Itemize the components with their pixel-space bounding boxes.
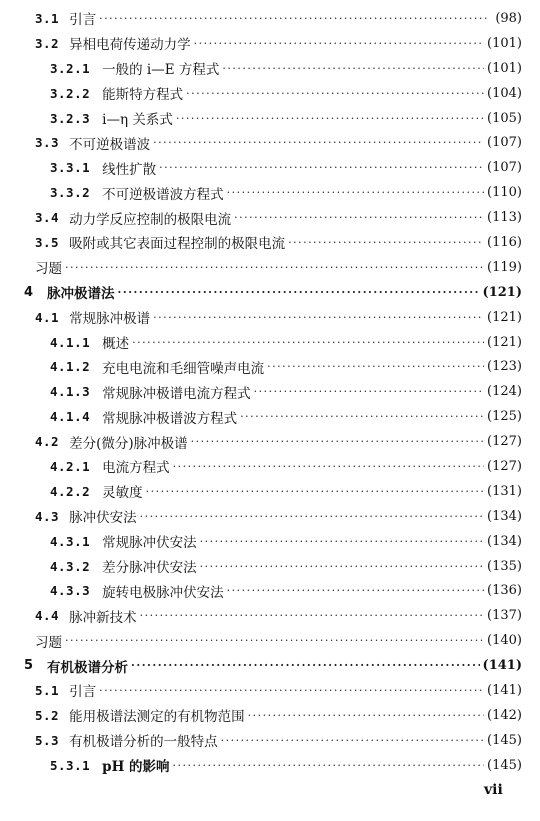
toc-entry bbox=[0, 603, 540, 628]
entry-number: 5 bbox=[24, 658, 34, 674]
dot-leader bbox=[227, 584, 484, 597]
entry-page-number: (127) bbox=[487, 458, 522, 474]
entry-title: 异相电荷传递动力学 bbox=[69, 37, 191, 54]
entry-number: 4.4 bbox=[35, 608, 60, 624]
dot-leader bbox=[140, 609, 484, 622]
dot-leader bbox=[146, 485, 484, 498]
entry-page-number: (116) bbox=[487, 234, 522, 250]
entry-title: 旋转电极脉冲伏安法 bbox=[102, 584, 224, 601]
dot-leader bbox=[173, 759, 484, 772]
entry-page-number: (145) bbox=[487, 732, 522, 748]
toc-entry bbox=[0, 330, 540, 355]
dot-leader bbox=[288, 236, 484, 249]
toc-entry bbox=[0, 404, 540, 429]
dot-leader bbox=[191, 435, 484, 448]
entry-number: 4.2.1 bbox=[50, 458, 91, 474]
entry-page-number: (142) bbox=[487, 707, 522, 723]
toc-entry bbox=[0, 354, 540, 379]
dot-leader bbox=[267, 360, 484, 373]
entry-page-number: (107) bbox=[487, 160, 522, 176]
entry-title: 习题 bbox=[35, 261, 62, 278]
dot-leader bbox=[222, 62, 484, 75]
entry-title: 一般的 i—E 方程式 bbox=[102, 62, 220, 79]
entry-number: 5.2 bbox=[35, 707, 60, 723]
entry-page-number: (104) bbox=[487, 85, 522, 101]
entry-page-number: (98) bbox=[495, 10, 522, 26]
toc-chapter-entry bbox=[0, 280, 540, 305]
toc-entry bbox=[0, 130, 540, 155]
entry-title: 脉冲伏安法 bbox=[69, 510, 137, 527]
entry-page-number: (110) bbox=[487, 185, 522, 201]
toc-entry bbox=[0, 106, 540, 131]
entry-title: 有机极谱分析的一般特点 bbox=[69, 734, 218, 751]
toc-entry bbox=[0, 230, 540, 255]
entry-page-number: (127) bbox=[487, 434, 522, 450]
entry-title: i—η 关系式 bbox=[102, 112, 173, 128]
entry-number: 4.2 bbox=[35, 434, 60, 450]
dot-leader bbox=[186, 87, 484, 100]
entry-page-number: (141) bbox=[487, 682, 522, 698]
dot-leader bbox=[132, 336, 484, 349]
toc-entry bbox=[0, 678, 540, 703]
entry-title: 有机极谱分析 bbox=[47, 659, 129, 676]
dot-leader bbox=[131, 659, 480, 672]
entry-page-number: (140) bbox=[487, 633, 522, 649]
entry-title: 常规脉冲极谱波方程式 bbox=[102, 410, 238, 427]
dot-leader bbox=[153, 311, 484, 324]
entry-number: 4.3 bbox=[35, 508, 60, 524]
dot-leader bbox=[234, 211, 484, 224]
entry-number: 3.4 bbox=[35, 210, 60, 226]
entry-page-number: (131) bbox=[487, 483, 522, 499]
dot-leader bbox=[200, 560, 484, 573]
entry-title: 不可逆极谱波 bbox=[69, 136, 151, 153]
entry-number: 5.1 bbox=[35, 682, 60, 698]
entry-title: 常规脉冲极谱 bbox=[69, 311, 151, 328]
entry-number: 4.1.2 bbox=[50, 359, 91, 375]
entry-number: 3.2 bbox=[35, 35, 60, 51]
entry-title: 常规脉冲伏安法 bbox=[102, 535, 197, 552]
entry-page-number: (136) bbox=[487, 583, 522, 599]
entry-title: 能斯特方程式 bbox=[102, 87, 184, 104]
entry-number: 4.3.3 bbox=[50, 583, 91, 599]
entry-page-number: (141) bbox=[482, 658, 522, 674]
entry-number: 3.1 bbox=[35, 10, 60, 26]
entry-page-number: (101) bbox=[487, 35, 522, 51]
entry-number: 4 bbox=[24, 284, 34, 300]
entry-number: 4.1 bbox=[35, 309, 60, 325]
dot-leader bbox=[65, 634, 484, 647]
dot-leader bbox=[99, 12, 487, 25]
toc-entry bbox=[0, 728, 540, 753]
entry-number: 4.1.4 bbox=[50, 409, 91, 425]
dot-leader bbox=[176, 112, 484, 125]
entry-number: 3.3 bbox=[35, 135, 60, 151]
toc-entry bbox=[0, 56, 540, 81]
entry-number: 3.3.2 bbox=[50, 185, 91, 201]
entry-title: 吸附或其它表面过程控制的极限电流 bbox=[69, 236, 286, 253]
entry-page-number: (137) bbox=[487, 608, 522, 624]
entry-number: 4.3.2 bbox=[50, 558, 91, 574]
dot-leader bbox=[240, 410, 484, 423]
dot-leader bbox=[140, 510, 484, 523]
entry-page-number: (121) bbox=[482, 284, 522, 300]
toc-entry bbox=[0, 479, 540, 504]
toc-entry bbox=[0, 578, 540, 603]
entry-title: 引言 bbox=[69, 12, 97, 29]
toc-entry bbox=[0, 81, 540, 106]
entry-page-number: (121) bbox=[487, 309, 522, 325]
toc-entry bbox=[0, 255, 540, 280]
entry-title: 电流方程式 bbox=[102, 460, 170, 477]
entry-page-number: (105) bbox=[487, 110, 522, 126]
dot-leader bbox=[65, 261, 484, 274]
entry-number: 4.3.1 bbox=[50, 533, 91, 549]
entry-number: 3.2.2 bbox=[50, 85, 91, 101]
entry-number: 5.3 bbox=[35, 732, 60, 748]
entry-page-number: (135) bbox=[487, 558, 522, 574]
table-of-contents bbox=[0, 6, 540, 778]
entry-title: 线性扩散 bbox=[102, 161, 157, 178]
entry-page-number: (119) bbox=[487, 259, 522, 275]
toc-entry bbox=[0, 429, 540, 454]
entry-page-number: (107) bbox=[487, 135, 522, 151]
toc-entry bbox=[0, 703, 540, 728]
toc-entry bbox=[0, 628, 540, 653]
toc-entry bbox=[0, 379, 540, 404]
entry-page-number: (124) bbox=[487, 384, 522, 400]
dot-leader bbox=[227, 186, 484, 199]
toc-entry bbox=[0, 6, 540, 31]
entry-page-number: (125) bbox=[487, 409, 522, 425]
entry-title: 常规脉冲极谱电流方程式 bbox=[102, 385, 251, 402]
entry-page-number: (134) bbox=[487, 533, 522, 549]
dot-leader bbox=[248, 709, 484, 722]
entry-title: 能用极谱法测定的有机物范围 bbox=[69, 709, 245, 726]
entry-title: 动力学反应控制的极限电流 bbox=[69, 211, 232, 228]
entry-title: 脉冲新技术 bbox=[69, 609, 137, 626]
dot-leader bbox=[254, 385, 484, 398]
entry-page-number: (113) bbox=[487, 210, 522, 226]
entry-title: 概述 bbox=[102, 336, 130, 353]
entry-page-number: (121) bbox=[487, 334, 522, 350]
dot-leader bbox=[153, 136, 484, 149]
toc-entry bbox=[0, 205, 540, 230]
entry-number: 4.2.2 bbox=[50, 483, 91, 499]
toc-entry bbox=[0, 753, 540, 778]
dot-leader bbox=[173, 460, 484, 473]
entry-page-number: (101) bbox=[487, 60, 522, 76]
toc-chapter-entry bbox=[0, 653, 540, 678]
dot-leader bbox=[118, 286, 480, 299]
entry-title: 差分脉冲伏安法 bbox=[102, 560, 197, 577]
toc-entry bbox=[0, 529, 540, 554]
entry-number: 3.5 bbox=[35, 234, 60, 250]
entry-number: 3.2.3 bbox=[50, 110, 91, 126]
dot-leader bbox=[99, 684, 484, 697]
entry-title: 灵敏度 bbox=[102, 485, 143, 502]
toc-entry bbox=[0, 504, 540, 529]
entry-title: 不可逆极谱波方程式 bbox=[102, 186, 224, 203]
entry-title: 差分(微分)脉冲极谱 bbox=[69, 435, 188, 452]
entry-title: 引言 bbox=[69, 684, 97, 701]
page-number: vii bbox=[484, 782, 503, 798]
entry-title: 充电电流和毛细管噪声电流 bbox=[102, 360, 265, 377]
toc-entry bbox=[0, 554, 540, 579]
toc-entry bbox=[0, 31, 540, 56]
entry-number: 3.2.1 bbox=[50, 60, 91, 76]
entry-title: 习题 bbox=[35, 634, 62, 651]
toc-entry bbox=[0, 454, 540, 479]
entry-number: 4.1.1 bbox=[50, 334, 91, 350]
toc-entry bbox=[0, 155, 540, 180]
dot-leader bbox=[194, 37, 484, 50]
dot-leader bbox=[200, 535, 484, 548]
entry-number: 5.3.1 bbox=[50, 757, 91, 773]
entry-number: 3.3.1 bbox=[50, 160, 91, 176]
toc-entry bbox=[0, 305, 540, 330]
entry-number: 4.1.3 bbox=[50, 384, 91, 400]
toc-entry bbox=[0, 180, 540, 205]
entry-title: 脉冲极谱法 bbox=[47, 286, 115, 303]
dot-leader bbox=[221, 734, 484, 747]
entry-page-number: (123) bbox=[487, 359, 522, 375]
entry-title: pH 的影响 bbox=[102, 759, 170, 776]
dot-leader bbox=[159, 161, 484, 174]
entry-page-number: (134) bbox=[487, 508, 522, 524]
entry-page-number: (145) bbox=[487, 757, 522, 773]
